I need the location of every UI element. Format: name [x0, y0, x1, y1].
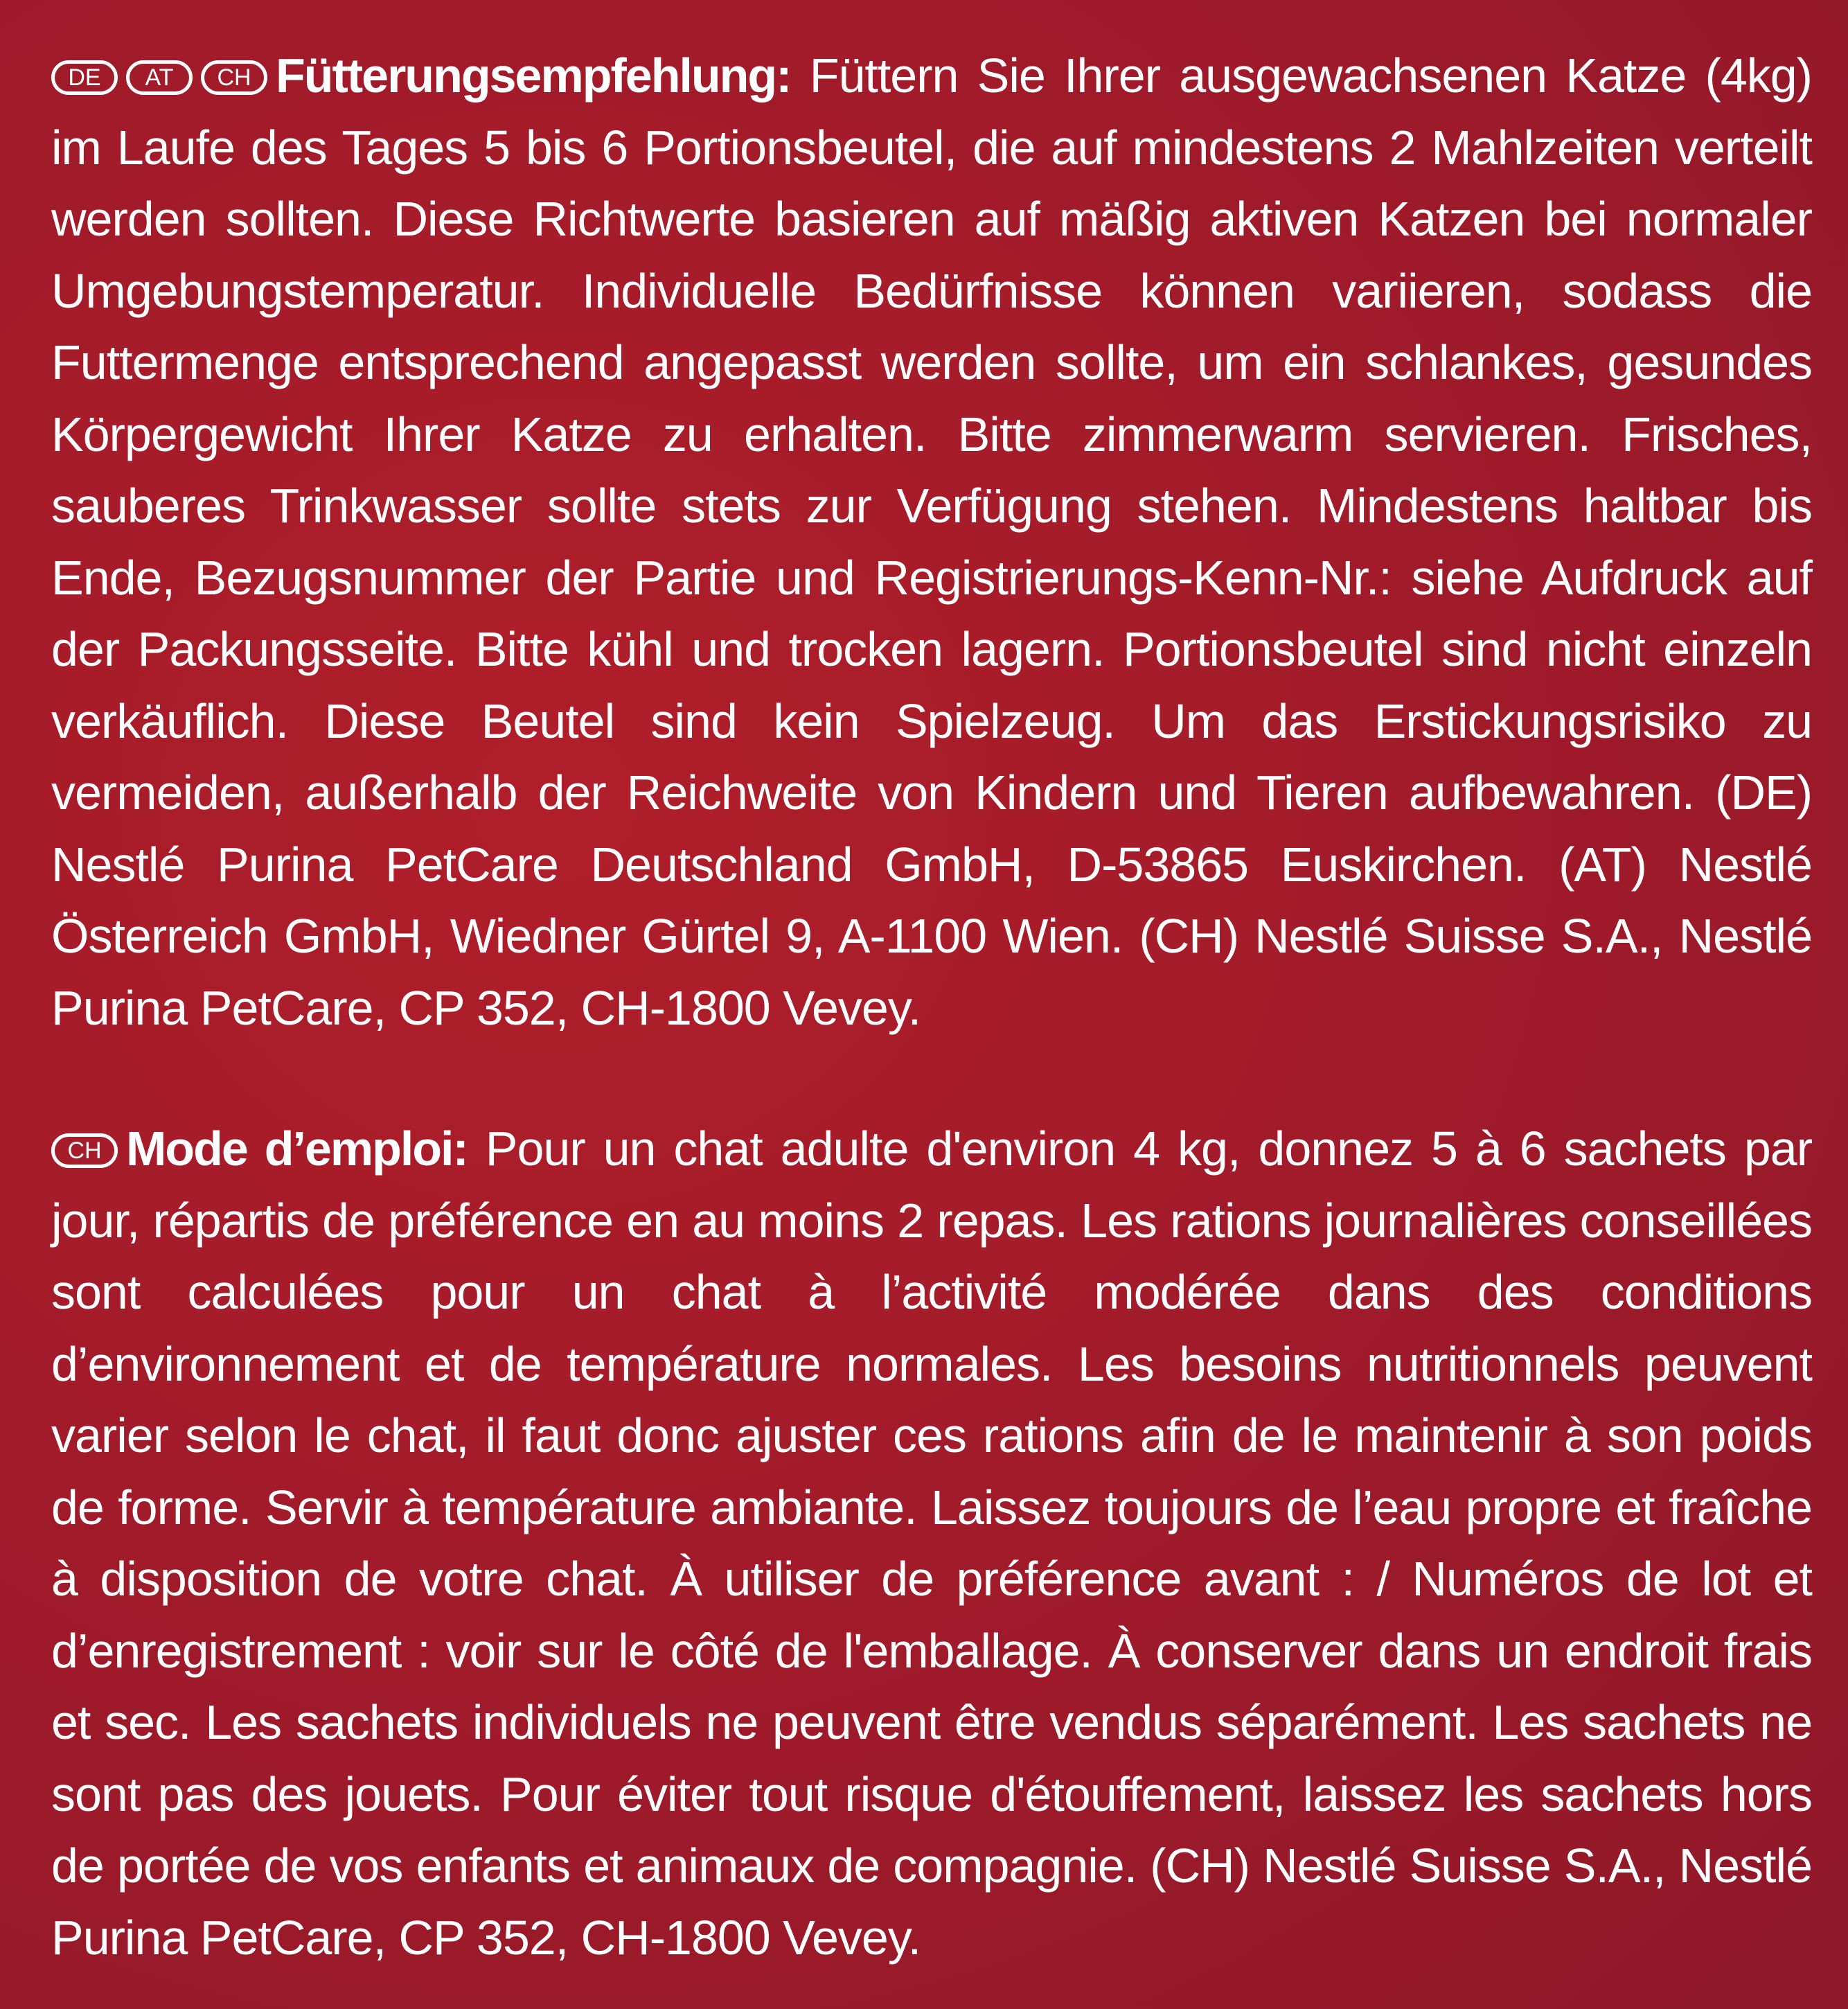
de-country-badge: DE [51, 60, 118, 95]
french-body-text: Pour un chat adulte d'environ 4 kg, donnez 5 à 6 sachets par jour, répartis de préférence en au moins 2 repas. Les rations journalières conseillées sont calculées pour un chat à l’activité modérée dans des conditions d’environnement et de température normales. Les besoins nutritionnels peuvent varier selon le chat, il faut donc ajuster ces rations afin de le maintenir à son poids de forme. Servir à température ambiante. Laissez toujours de l’eau propre et fraîche à disposition de votre chat. À utiliser de préférence avant : / Numéros de lot et d’enregistrement : voir sur le côté de l'emballage. À conserver dans un endroit frais et sec. Les sachets individuels ne peuvent être vendus séparément. Les sachets ne sont pas des jouets. Pour éviter tout risque d'étouffement, laissez les sachets hors de portée de vos enfants et animaux de compagnie. (CH) Nestlé Suisse S.A., Nestlé Purina PetCare, CP 352, CH-1800 Vevey. [51, 1122, 1813, 1965]
french-heading: Mode d’emploi: [126, 1122, 468, 1176]
ch-country-badge: CH [201, 60, 267, 95]
at-country-badge: AT [126, 60, 193, 95]
german-heading: Fütterungsempfehlung: [276, 48, 791, 103]
label-text-panel [51, 40, 1812, 1974]
german-feeding-section [51, 40, 1812, 1044]
german-body-text: Füttern Sie Ihrer ausgewachsenen Katze (4kg) im Laufe des Tages 5 bis 6 Portionsbeutel, die auf mindestens 2 Mahlzeiten verteilt werden sollten. Diese Richtwerte basieren auf mäßig aktiven Katzen bei normaler Umgebungstemperatur. Individuelle Bedürfnisse können variieren, sodass die Futtermenge entsprechend angepasst werden sollte, um ein schlankes, gesundes Körpergewicht Ihrer Katze zu erhalten. Bitte zimmerwarm servieren. Frisches, sauberes Trinkwasser sollte stets zur Verfügung stehen. Mindestens haltbar bis Ende, Bezugsnummer der Partie und Registrierungs-Kenn-Nr.: siehe Aufdruck auf der Packungsseite. Bitte kühl und trocken lagern. Portionsbeutel sind nicht einzeln verkäuflich. Diese Beutel sind kein Spielzeug. Um das Erstickungsrisiko zu vermeiden, außerhalb der Reichweite von Kindern und Tieren aufbewahren. (DE) Nestlé Purina PetCare Deutschland GmbH, D-53865 Euskirchen. (AT) Nestlé Österreich GmbH, Wiedner Gürtel 9, A-1100 Wien. (CH) Nestlé Suisse S.A., Nestlé Purina PetCare, CP 352, CH-1800 Vevey. [51, 48, 1812, 1035]
country-badges-de-at-ch [51, 48, 276, 103]
ch-country-badge-fr: CH [51, 1133, 118, 1168]
french-feeding-section [51, 1113, 1812, 1974]
